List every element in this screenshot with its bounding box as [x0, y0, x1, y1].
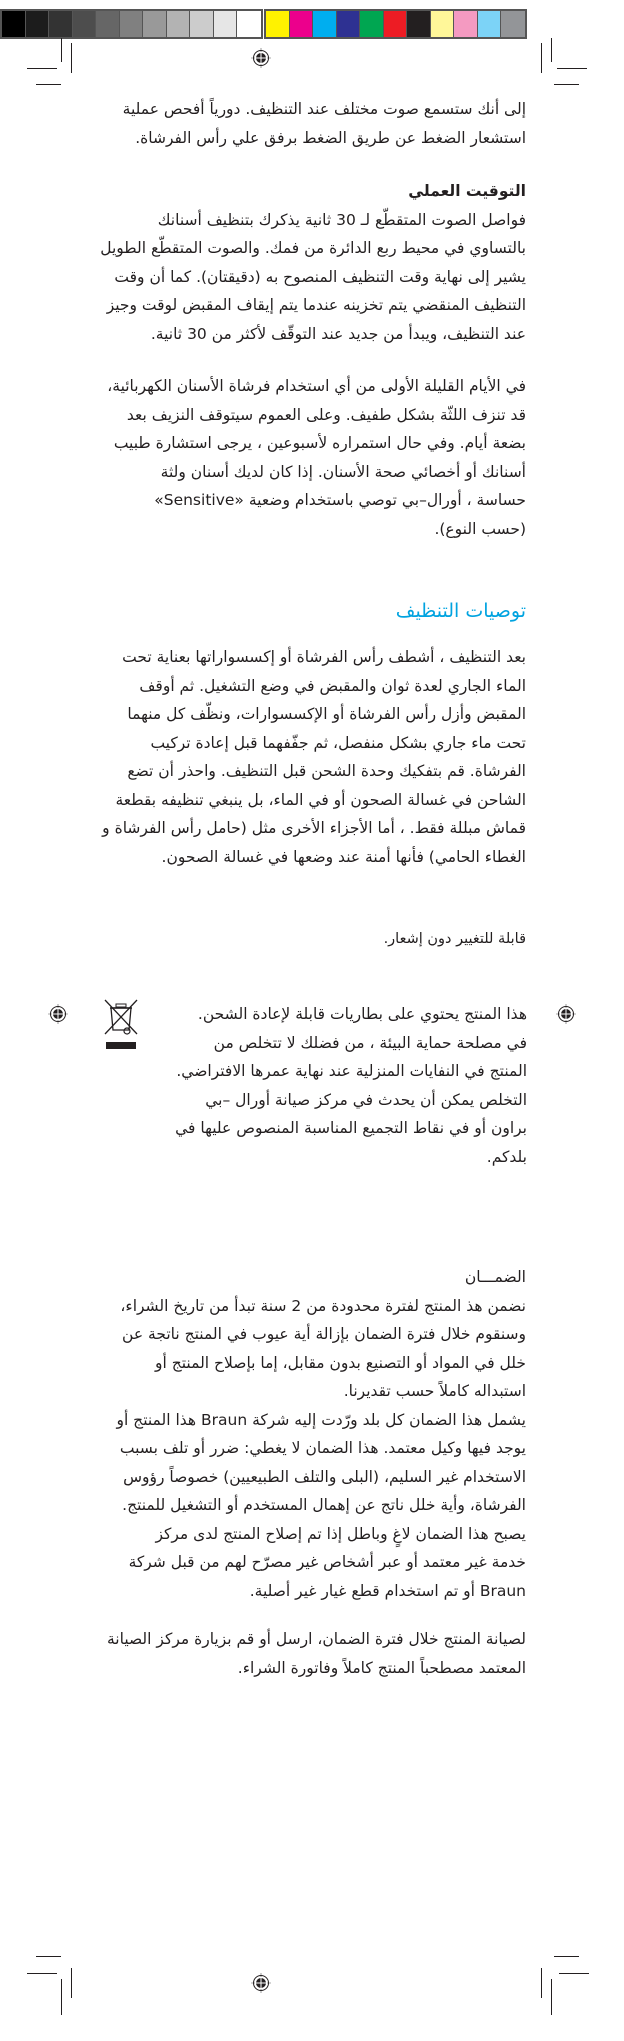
- color-swatch: [143, 11, 167, 37]
- text-line: يصبح هذا الضمان لاغٍ وباطل إذا تم إصلاح المنتج لدى مركز: [155, 1524, 526, 1543]
- registration-target-icon: [48, 1004, 68, 1024]
- text-line: استشعار الضغط عن طريق الضغط برفق علي رأس الفرشاة.: [135, 128, 526, 147]
- text-line: يشير إلى نهاية وقت التنظيف المنصوح به (دقيقتان). كما أن وقت: [114, 267, 526, 286]
- cleaning-paragraph: [86, 643, 526, 871]
- color-swatch: [337, 11, 361, 37]
- color-swatch: [214, 11, 238, 37]
- text-line: نضمن هذ المنتج لفترة محدودة من 2 سنة تبدأ من تاريخ الشراء،: [120, 1296, 526, 1315]
- color-swatch: [120, 11, 144, 37]
- color-swatch: [360, 11, 384, 37]
- text-line: في الأيام القليلة الأولى من أي استخدام فرشاة الأسنان الكهربائية،: [107, 377, 526, 395]
- crop-mark: [554, 1956, 579, 1957]
- grayscale-color-bar: [0, 9, 263, 39]
- color-swatch: [73, 11, 97, 37]
- text-line: بعد التنظيف ، أشطف رأس الفرشاة أو إكسسواراتها بعناية تحت: [122, 648, 526, 666]
- crossed-out-wheelie-bin-icon: [103, 998, 139, 1056]
- gum-bleeding-paragraph: [86, 372, 526, 543]
- color-swatch: [237, 11, 261, 37]
- text-line: هذا المنتج يحتوي على بطاريات قابلة لإعادة الشحن.: [197, 1005, 527, 1023]
- text-line: الفرشاة، وأية خلل ناتج عن إهمال المستخدم أو التشغيل للمنتج.: [122, 1496, 526, 1514]
- crop-mark: [27, 68, 57, 69]
- text-line: براون أو في نقاط التجميع المناسبة المنصوص عليها في: [175, 1119, 527, 1137]
- text-line: يشمل هذا الضمان كل بلد ورّدت إليه شركة Braun هذا المنتج أو: [116, 1410, 526, 1429]
- text-line: الاستخدام غير السليم، (البلى والتلف الطبيعيين) خصوصاً رؤوس: [123, 1467, 526, 1486]
- crop-mark: [557, 68, 587, 69]
- crop-mark: [551, 1979, 552, 2015]
- crop-mark: [27, 1973, 57, 1974]
- section-heading: الضمـــان: [464, 1268, 526, 1286]
- color-swatch: [167, 11, 191, 37]
- color-swatch: [384, 11, 408, 37]
- text-line: التخلص يمكن أن يحدث في مركز صيانة أورال –بي: [205, 1090, 527, 1109]
- text-line: التنظيف المنقضي يتم تخزينه عندما يتم إيقاف المقبض لوقت وجيز: [106, 296, 526, 314]
- text-line: (حسب النوع).: [434, 519, 526, 538]
- crop-mark: [559, 1973, 589, 1974]
- timer-section: [86, 177, 526, 348]
- text-line: Braun أو تم استخدام قطع غيار غير أصلية.: [249, 1581, 526, 1600]
- crop-mark: [551, 38, 552, 62]
- color-swatch: [313, 11, 337, 37]
- text-line: الشاحن في غسالة الصحون أو في الماء، بل ينبغي تنظيفه بقطعة: [115, 790, 526, 809]
- text-line: المعتمد مصطحباً المنتج كاملاً وفاتورة الشراء.: [237, 1658, 526, 1677]
- crop-mark: [61, 38, 62, 62]
- color-swatch: [407, 11, 431, 37]
- color-swatch: [454, 11, 478, 37]
- notice-text: قابلة للتغيير دون إشعار.: [383, 931, 526, 947]
- crop-mark: [541, 1968, 542, 1998]
- text-line: قد تنزف اللثّة بشكل طفيف. وعلى العموم سيتوقف النزيف بعد: [126, 405, 526, 424]
- crop-mark: [71, 1968, 72, 1998]
- text-line: المقبض وأزل رأس الفرشاة أو الإكسسوارات، ونظّف كل منهما: [127, 705, 526, 723]
- text-line: بالتساوي في محيط ربع الدائرة من فمك. والصوت المتقطّع الطويل: [100, 239, 526, 257]
- color-swatch: [478, 11, 502, 37]
- process-color-bar: [264, 9, 527, 39]
- registration-target-icon: [251, 48, 271, 68]
- text-line: استبداله كاملاً حسب تقديرنا.: [343, 1382, 526, 1400]
- text-line: لصيانة المنتج خلال فترة الضمان، ارسل أو قم بزيارة مركز الصيانة: [106, 1630, 526, 1648]
- warranty-service-paragraph: [86, 1625, 526, 1682]
- crop-mark: [61, 1979, 62, 2015]
- section-heading: التوقيت العملي: [408, 182, 526, 200]
- color-swatch: [501, 11, 525, 37]
- intro-paragraph: [86, 95, 526, 152]
- text-line: خلل في المواد أو التصنيع بدون مقابل، إما بإصلاح المنتج أو: [155, 1353, 526, 1372]
- color-swatch: [2, 11, 26, 37]
- text-line: الغطاء الحامي) فأنها أمنة عند وضعها في غسالة الصحون.: [161, 847, 526, 866]
- text-line: وسنقوم خلال فترة الضمان بإزالة أية عيوب في المنتج ناتجة عن: [122, 1325, 526, 1343]
- registration-target-icon: [251, 1973, 271, 1993]
- color-swatch: [290, 11, 314, 37]
- crop-mark: [71, 43, 72, 73]
- text-line: في مصلحة حماية البيئة ، من فضلك لا تتخلص من: [213, 1033, 527, 1052]
- text-line: أسنانك أو أخصائي صحة الأسنان. إذا كان لديك أسنان ولثة: [160, 462, 526, 481]
- text-line: فواصل الصوت المتقطّع لـ 30 ثانية يذكرك بتنظيف أسنانك: [157, 210, 526, 229]
- crop-mark: [554, 84, 579, 85]
- crop-mark: [36, 1956, 61, 1957]
- crop-mark: [541, 43, 542, 73]
- recycling-paragraph: [147, 1000, 527, 1171]
- text-line: قماش مبللة فقط. ، أما الأجزاء الأخرى مثل (حامل رأس الفرشاة و: [102, 819, 526, 837]
- cleaning-section: [86, 598, 526, 624]
- color-swatches: [264, 9, 527, 39]
- text-line: بلدكم.: [486, 1147, 527, 1166]
- crop-mark: [36, 84, 61, 85]
- registration-target-icon: [556, 1004, 576, 1024]
- change-notice: [86, 925, 526, 954]
- color-swatch: [26, 11, 50, 37]
- color-swatch: [431, 11, 455, 37]
- color-swatch: [49, 11, 73, 37]
- text-line: خدمة غير معتمد أو عبر أشخاص غير مصرّح لهم من قبل شركة: [128, 1553, 526, 1571]
- color-swatch: [190, 11, 214, 37]
- color-swatch: [266, 11, 290, 37]
- text-line: يوجد فيها وكيل معتمد. هذا الضمان لا يغطي: ضرر أو تلف بسبب: [119, 1439, 526, 1457]
- text-line: إلى أنك ستسمع صوت مختلف عند التنظيف. دورياً أفحص عملية: [122, 100, 526, 118]
- text-line: الماء الجاري لعدة ثوان والمقبض في وضع التشغيل. ثم أوقف: [139, 676, 526, 695]
- text-line: بضعة أيام. وفي حال استمراره لأسبوعين ، يرجى استشارة طبيب: [113, 434, 526, 452]
- text-line: الفرشاة. قم بتفكيك وحدة الشحن قبل التنظيف. واحذر أن تضع: [127, 762, 526, 780]
- text-line: عند التنظيف، ويبدأ من جديد عند التوقّف لأكثر من 30 ثانية.: [150, 324, 526, 343]
- color-swatch: [96, 11, 120, 37]
- text-line: تحت ماء جاري بشكل منفصل، ثم جفّفهما قبل إعادة تركيب: [150, 733, 526, 752]
- text-line: حساسة ، أورال–بي توصي باستخدام وضعية «Sensitive»: [154, 491, 526, 509]
- section-heading: توصيات التنظيف: [395, 600, 526, 622]
- grayscale-swatches: [0, 9, 263, 39]
- text-line: المنتج في النفايات المنزلية عند نهاية عمرها الافتراضي.: [176, 1062, 527, 1080]
- warranty-section: [86, 1263, 526, 1605]
